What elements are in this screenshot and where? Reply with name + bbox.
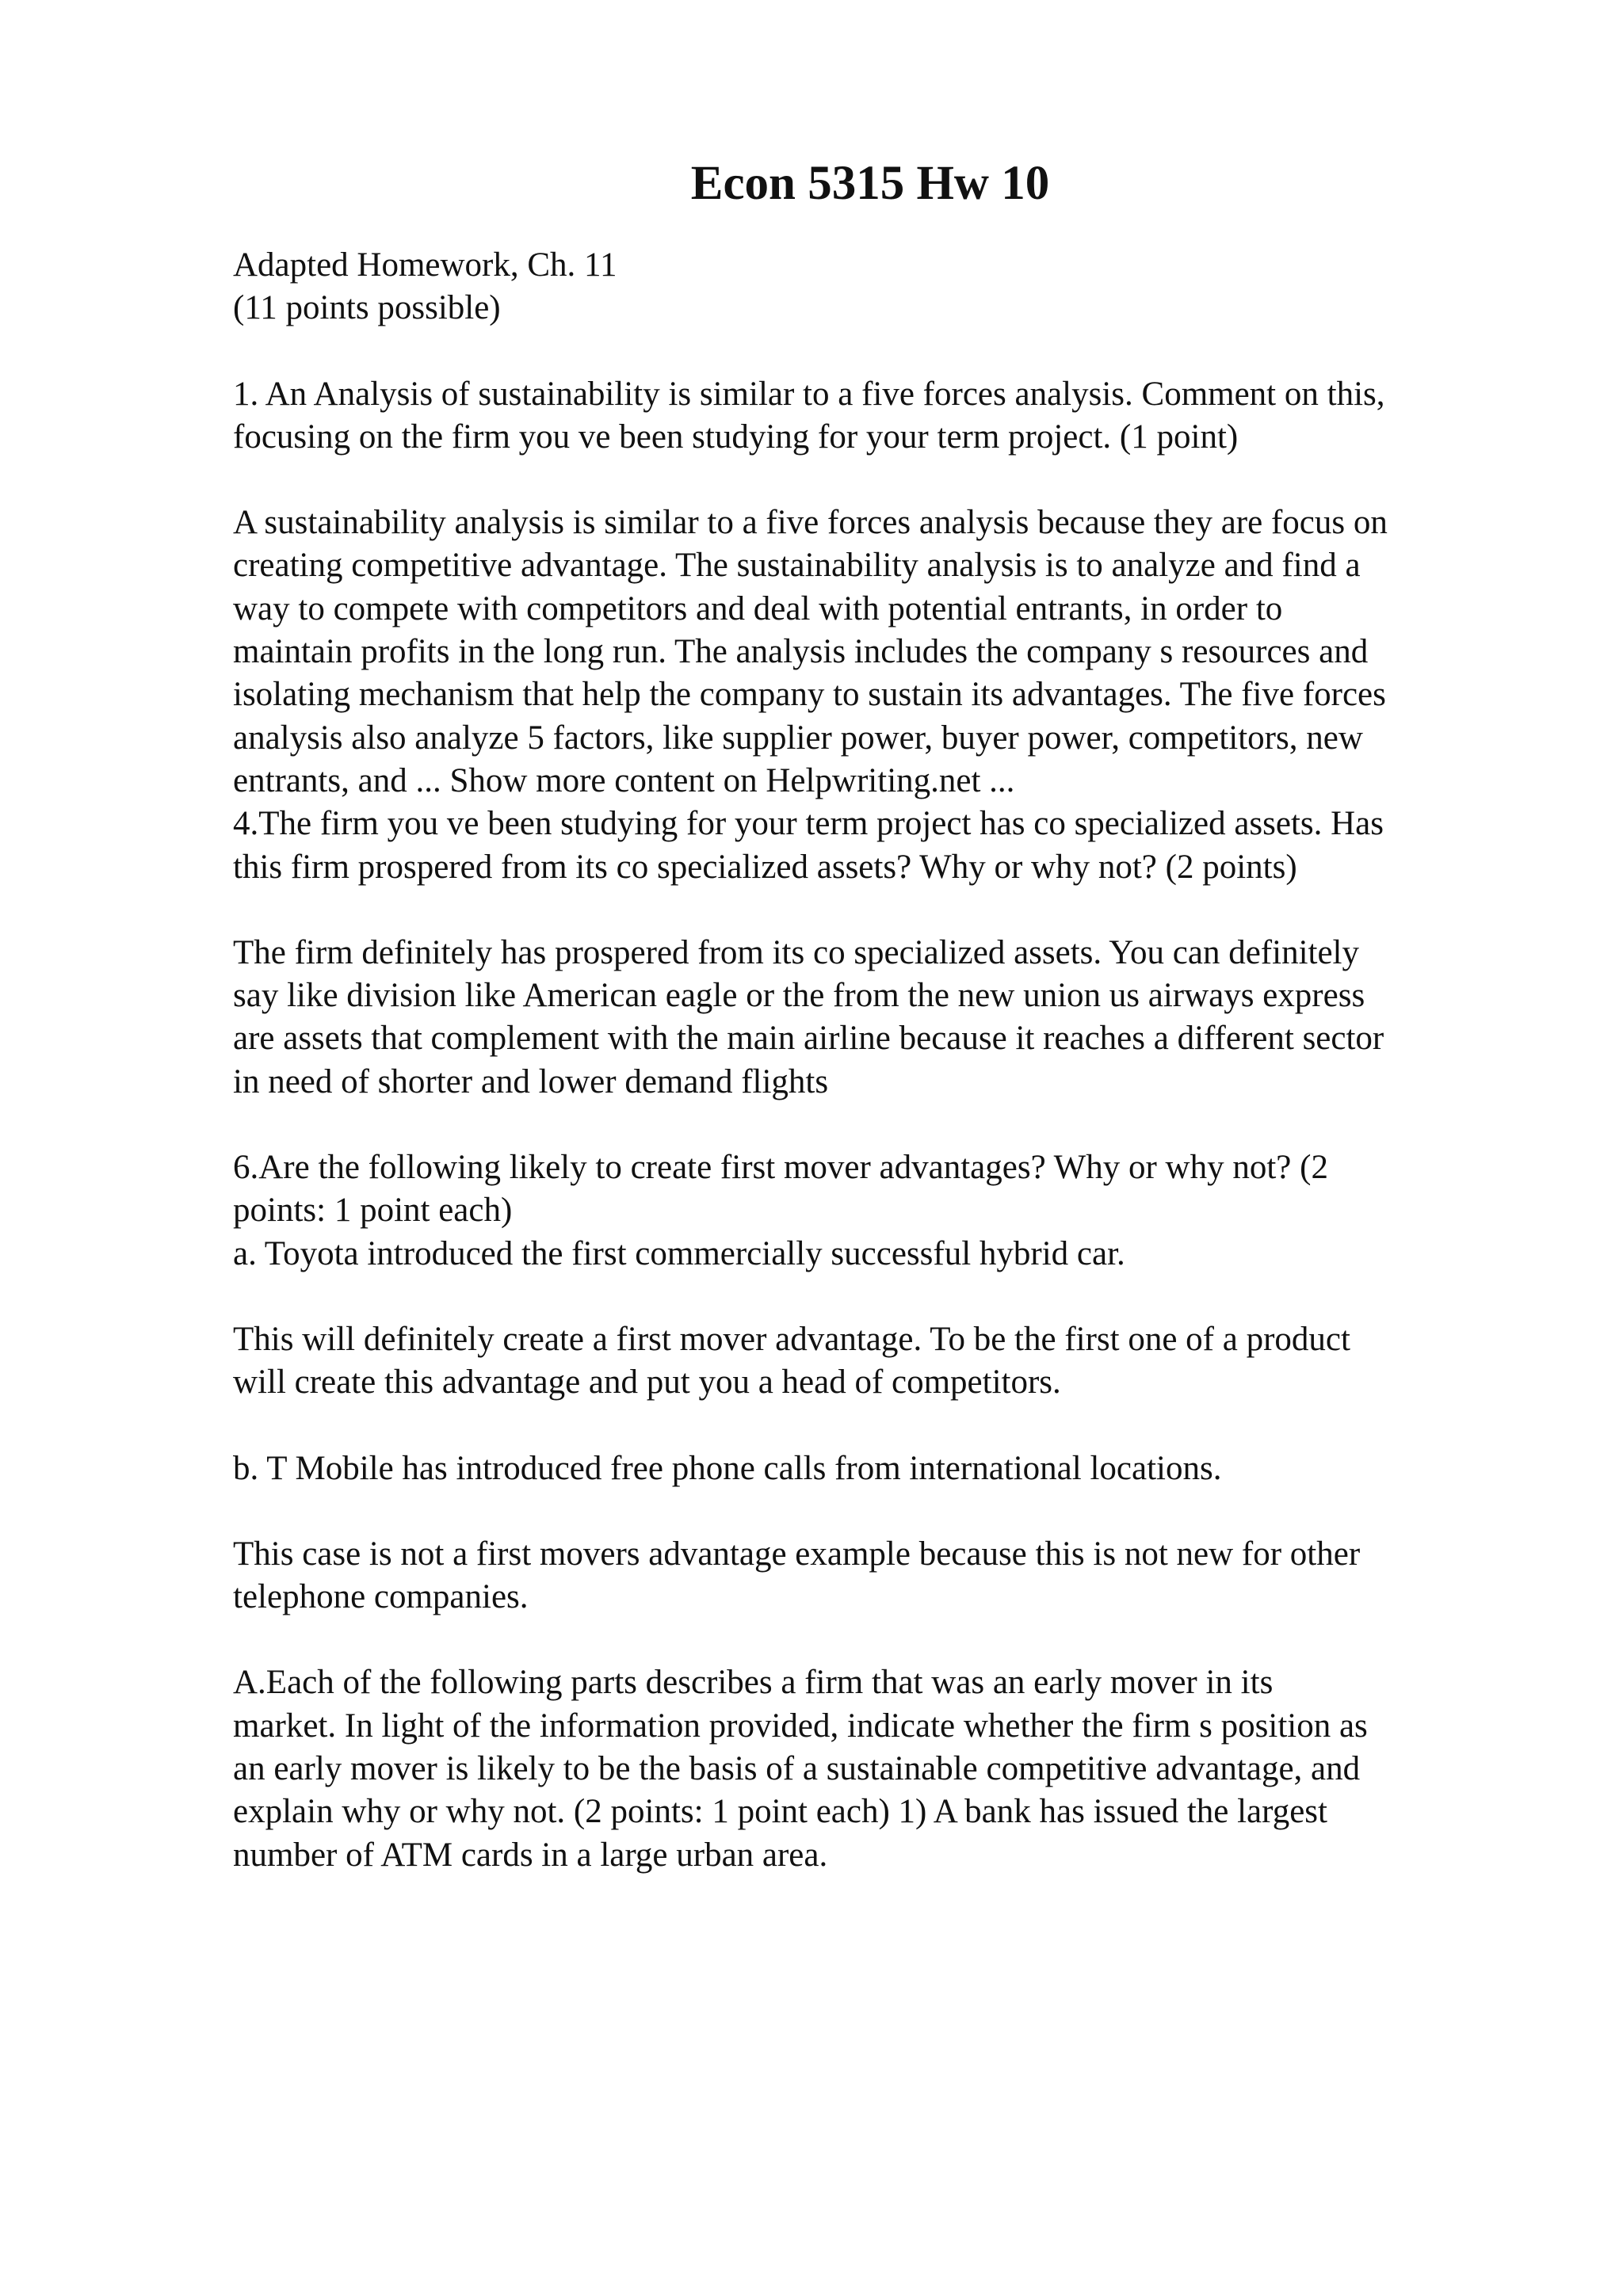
- question-6: [233, 1146, 1517, 1276]
- text-line: number of ATM cards in a large urban area.: [233, 1836, 828, 1874]
- header-block: [233, 244, 1517, 330]
- text-line: analysis also analyze 5 factors, like supplier power, buyer power, competitors, new: [233, 719, 1363, 757]
- text-line: an early mover is likely to be the basis of a sustainable competitive advantage, and: [233, 1750, 1361, 1788]
- question-a: [233, 1661, 1517, 1876]
- header-line: (11 points possible): [233, 289, 501, 327]
- text-line: entrants, and ... Show more content on Helpwriting.net ...: [233, 761, 1015, 799]
- question-1: [233, 373, 1517, 460]
- text-line: maintain profits in the long run. The analysis includes the company s resources and: [233, 633, 1369, 671]
- text-line: The firm definitely has prospered from its co specialized assets. You can definitely: [233, 933, 1359, 971]
- text-line: This case is not a first movers advantage example because this is not new for other: [233, 1535, 1361, 1573]
- text-line: 6.Are the following likely to create first mover advantages? Why or why not? (2: [233, 1149, 1328, 1187]
- text-line: This will definitely create a first mover advantage. To be the first one of a product: [233, 1320, 1350, 1358]
- document-title: Econ 5315 Hw 10: [690, 157, 1050, 210]
- answer-6b: [233, 1533, 1517, 1619]
- text-line: A.Each of the following parts describes a firm that was an early mover in its: [233, 1664, 1274, 1702]
- text-line: will create this advantage and put you a head of competitors.: [233, 1363, 1061, 1402]
- text-line: say like division like American eagle or the from the new union us airways express: [233, 977, 1365, 1015]
- text-line: market. In light of the information provided, indicate whether the firm s position as: [233, 1707, 1368, 1745]
- text-line: 4.The firm you ve been studying for your term project has co specialized assets. Has: [233, 805, 1384, 843]
- text-line: A sustainability analysis is similar to a five forces analysis because they are focus on: [233, 504, 1388, 542]
- text-line: creating competitive advantage. The sustainability analysis is to analyze and find a: [233, 547, 1361, 585]
- text-line: a. Toyota introduced the first commercially successful hybrid car.: [233, 1234, 1125, 1272]
- text-line: focusing on the firm you ve been studying for your term project. (1 point): [233, 418, 1239, 456]
- answer-1: [233, 502, 1517, 803]
- question-4: [233, 803, 1517, 889]
- text-line: b. T Mobile has introduced free phone calls from international locations.: [233, 1449, 1222, 1487]
- header-line: Adapted Homework, Ch. 11: [233, 246, 617, 284]
- text-line: telephone companies.: [233, 1578, 529, 1616]
- text-line: in need of shorter and lower demand flights: [233, 1062, 829, 1100]
- text-line: points: 1 point each): [233, 1192, 513, 1230]
- document-body: [233, 244, 1517, 1920]
- text-line: explain why or why not. (2 points: 1 point each) 1) A bank has issued the largest: [233, 1793, 1327, 1831]
- answer-4: [233, 932, 1517, 1104]
- text-line: are assets that complement with the main airline because it reaches a different sector: [233, 1020, 1384, 1058]
- text-line: isolating mechanism that help the company to sustain its advantages. The five forces: [233, 676, 1386, 714]
- text-line: this firm prospered from its co specialized assets? Why or why not? (2 points): [233, 848, 1297, 886]
- text-line: way to compete with competitors and deal with potential entrants, in order to: [233, 589, 1283, 627]
- answer-6a: [233, 1318, 1517, 1405]
- text-line: 1. An Analysis of sustainability is similar to a five forces analysis. Comment on this,: [233, 375, 1385, 413]
- question-6b: [233, 1447, 1517, 1490]
